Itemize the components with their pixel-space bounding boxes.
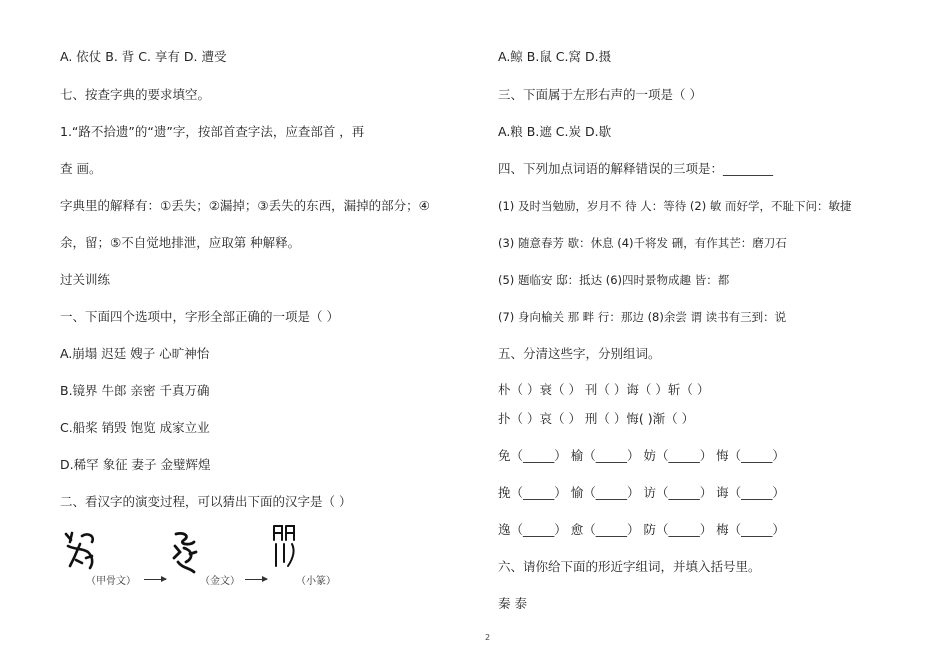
- answer-options-line: A. 依仗 B. 背 C. 享有 D. 遭受: [60, 49, 227, 64]
- caption-oracle-bone: （甲骨文）: [86, 576, 136, 587]
- caption-small-seal: （小篆）: [296, 576, 336, 587]
- arrow-right-icon: [144, 579, 166, 580]
- definition-item: (3) 随意春芳 歇：休息 (4)千将发 硎，有作其芒：磨刀石: [498, 236, 787, 250]
- definition-item: (1) 及时当勉励，岁月不 待 人：等待 (2) 敏 而好学，不耻下问：敏捷: [498, 199, 852, 213]
- option-line: D.稀罕 象征 妻子 金璧辉煌: [60, 457, 211, 472]
- oracle-bone-glyph-icon: [62, 530, 100, 570]
- section-heading: 三、下面属于左形右声的一项是（ ）: [498, 87, 702, 102]
- word-group-row: 扑（ ）哀（ ） 刑（ ）悔( )渐（ ）: [498, 411, 695, 426]
- word-group-row: 免（_____） 榆（_____） 妨（_____） 悔（_____）: [498, 448, 785, 463]
- section-heading: 七、按查字典的要求填空。: [60, 87, 211, 102]
- page-number: 2: [485, 633, 491, 642]
- question-text: 1.“路不拾遗”的“遗”字，按部首查字法，应查部首 ，再: [60, 124, 365, 139]
- word-group-row: 逸（_____） 愈（_____） 防（_____） 梅（_____）: [498, 522, 785, 537]
- definition-item: (5) 题临安 邸：抵达 (6)四时景物成趣 皆：都: [498, 273, 730, 287]
- word-group-row: 朴（ ）衰（ ） 刊（ ）诲（ ）斩（ ）: [498, 382, 710, 397]
- section-heading: 四、下列加点词语的解释错误的三项是：________: [498, 161, 774, 176]
- small-seal-glyph-icon: [270, 522, 300, 572]
- question-text: 查 画。: [60, 161, 102, 176]
- section-heading: 五、分清这些字，分别组词。: [498, 346, 661, 361]
- character-evolution-figure: [60, 522, 390, 592]
- caption-bronze: （金文）: [200, 576, 240, 587]
- bronze-glyph-icon: [170, 530, 200, 576]
- option-line: B.镜界 牛郎 亲密 千真万确: [60, 383, 210, 398]
- section-heading: 一、下面四个选项中，字形全部正确的一项是（ ）: [60, 309, 339, 324]
- question-text: 字典里的解释有：①丢失；②漏掉；③丢失的东西，漏掉的部分；④: [60, 198, 430, 213]
- arrow-right-icon: [245, 579, 267, 580]
- option-line: A.崩塌 迟廷 嫂子 心旷神怡: [60, 346, 210, 361]
- section-heading: 二、看汉字的演变过程，可以猜出下面的汉字是（ ）: [60, 494, 352, 509]
- word-group-row: 挽（_____） 愉（_____） 访（_____） 诲（_____）: [498, 485, 785, 500]
- answer-options-line: A.粮 B.遮 C.炭 D.歇: [498, 124, 612, 139]
- section-heading: 过关训练: [60, 272, 111, 287]
- question-text: 余，留；⑤不自觉地排泄，应取第 种解释。: [60, 235, 301, 250]
- answer-options-line: A.鲸 B.鼠 C.窝 D.摄: [498, 49, 612, 64]
- section-heading: 六、请你给下面的形近字组词，并填入括号里。: [498, 559, 761, 574]
- character-pair: 秦 泰: [498, 596, 527, 611]
- definition-item: (7) 身向榆关 那 畔 行：那边 (8)余尝 谓 读书有三到：说: [498, 310, 787, 324]
- option-line: C.船桨 销毁 饱览 成家立业: [60, 420, 210, 435]
